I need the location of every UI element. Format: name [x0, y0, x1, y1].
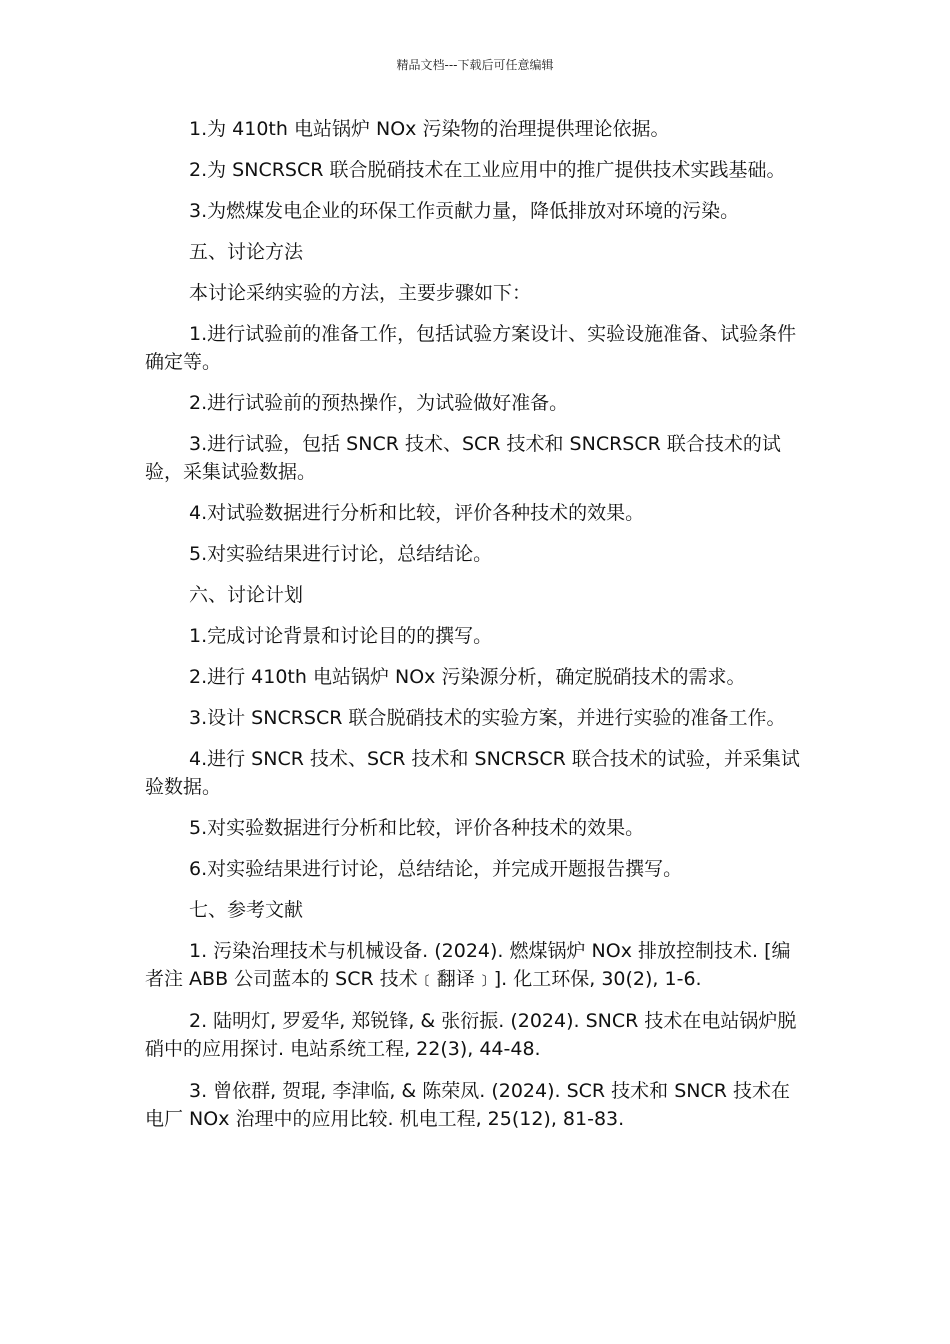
methods-intro: 本讨论采纳实验的方法，主要步骤如下：: [189, 282, 532, 304]
plan-item-1: 1.完成讨论背景和讨论目的的撰写。: [189, 625, 493, 647]
document-body: [145, 115, 807, 1147]
reference-2: 2. 陆明灯, 罗爱华, 郑锐锋, & 张衍振. (2024). SNCR 技术在电站锅炉脱硝中的应用探讨. 电站系统工程, 22(3), 44-48.: [145, 1010, 797, 1060]
significance-item-2: 2.为 SNCRSCR 联合脱硝技术在工业应用中的推广提供技术实践基础。: [189, 159, 786, 181]
page-header: 精品文档---下载后可任意编辑: [396, 58, 554, 72]
plan-item-2: 2.进行 410th 电站锅炉 NOx 污染源分析，确定脱硝技术的需求。: [189, 666, 746, 688]
plan-item-3: 3.设计 SNCRSCR 联合脱硝技术的实验方案，并进行实验的准备工作。: [189, 707, 786, 729]
section-heading-references: 七、参考文献: [189, 899, 304, 921]
reference-1: 1. 污染治理技术与机械设备. (2024). 燃煤锅炉 NOx 排放控制技术. [编者注 ABB 公司蓝本的 SCR 技术﹝翻译﹞]. 化工环保, 30(2), 1-6.: [145, 940, 791, 990]
method-step-2: 2.进行试验前的预热操作，为试验做好准备。: [189, 392, 569, 414]
method-step-5: 5.对实验结果进行讨论，总结结论。: [189, 543, 493, 565]
plan-item-4: 4.进行 SNCR 技术、SCR 技术和 SNCRSCR 联合技术的试验，并采集试验数据。: [145, 748, 800, 798]
reference-3: 3. 曾依群, 贺琨, 李津临, & 陈荣凤. (2024). SCR 技术和 SNCR 技术在电厂 NOx 治理中的应用比较. 机电工程, 25(12), 81-83.: [145, 1080, 790, 1130]
method-step-4: 4.对试验数据进行分析和比较，评价各种技术的效果。: [189, 502, 645, 524]
method-step-3: 3.进行试验，包括 SNCR 技术、SCR 技术和 SNCRSCR 联合技术的试验，采集试验数据。: [145, 433, 781, 483]
significance-item-1: 1.为 410th 电站锅炉 NOx 污染物的治理提供理论依据。: [189, 118, 670, 140]
section-heading-plan: 六、讨论计划: [189, 584, 304, 606]
plan-item-6: 6.对实验结果进行讨论，总结结论，并完成开题报告撰写。: [189, 858, 683, 880]
section-heading-methods: 五、讨论方法: [189, 241, 304, 263]
method-step-1: 1.进行试验前的准备工作，包括试验方案设计、实验设施准备、试验条件确定等。: [145, 323, 797, 373]
plan-item-5: 5.对实验数据进行分析和比较，评价各种技术的效果。: [189, 817, 645, 839]
significance-item-3: 3.为燃煤发电企业的环保工作贡献力量，降低排放对环境的污染。: [189, 200, 740, 222]
